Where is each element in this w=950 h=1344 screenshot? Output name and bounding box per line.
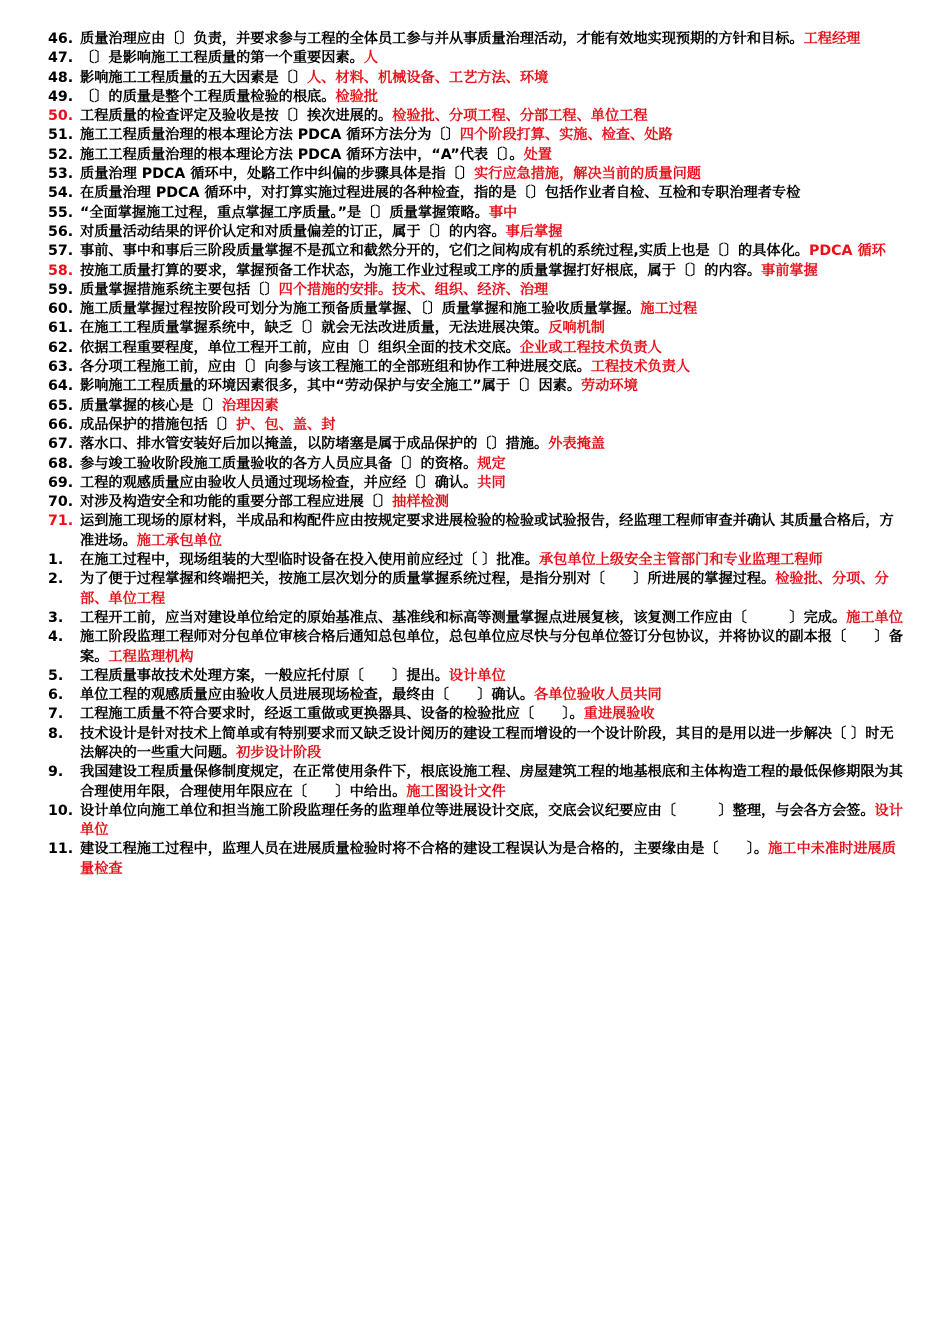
item-body — [80, 339, 906, 358]
item-body — [80, 416, 906, 435]
item-number: 58. — [48, 262, 74, 279]
answer-text: 事前掌握 — [761, 262, 818, 279]
question-text: 工程质量的检查评定及验收是按〔〕挨次进展的。 — [80, 108, 393, 125]
question-text: 在施工工程质量掌握系统中，缺乏〔〕就会无法改进质量，无法进展决策。 — [80, 320, 549, 337]
list-item — [48, 802, 906, 841]
item-body — [80, 493, 906, 512]
list-item — [48, 49, 906, 68]
item-number: 59. — [48, 281, 74, 298]
question-text: 事前、事中和事后三阶段质量掌握不是孤立和截然分开的，它们之间构成有机的系统过程,实质上也是〔〕的具体化。 — [80, 243, 809, 260]
item-number: 71. — [48, 513, 74, 530]
item-body — [80, 300, 906, 319]
list-item — [48, 281, 906, 300]
item-number: 3. — [48, 609, 64, 626]
item-number: 6. — [48, 687, 64, 704]
list-item — [48, 204, 906, 223]
question-text: 质量掌握措施系统主要包括〔〕 — [80, 281, 279, 298]
item-body — [80, 628, 906, 667]
item-body — [80, 686, 906, 705]
item-body — [80, 512, 906, 551]
question-text: 〔〕是影响施工工程质量的第一个重要因素。 — [80, 50, 364, 67]
question-text: 〔〕的质量是整个工程质量检验的根底。 — [80, 88, 336, 105]
item-number: 63. — [48, 359, 74, 376]
item-number: 50. — [48, 108, 74, 125]
question-text: 质量治理应由〔〕负责，并要求参与工程的全体员工参与并从事质量治理活动，才能有效地实现预期的方针和目标。 — [80, 31, 804, 47]
list-item — [48, 88, 906, 107]
question-text: 工程的观感质量应由验收人员通过现场检查，并应经〔〕确认。 — [80, 474, 478, 491]
answer-text: 检验批 — [335, 88, 378, 105]
list-item — [48, 242, 906, 261]
item-body — [80, 146, 906, 165]
item-body — [80, 551, 906, 570]
item-body — [80, 725, 906, 764]
item-body — [80, 609, 906, 628]
list-item — [48, 126, 906, 145]
item-body — [80, 705, 906, 724]
list-item — [48, 725, 906, 764]
answer-text: 重进展验收 — [583, 706, 655, 723]
item-body — [80, 763, 906, 802]
list-item — [48, 686, 906, 705]
answer-text: 施工过程 — [640, 301, 698, 318]
answer-text: 劳动环境 — [581, 378, 638, 395]
question-text: 对质量活动结果的评价认定和对质量偏差的订正，属于〔〕的内容。 — [80, 223, 506, 240]
list-item — [48, 455, 906, 474]
answer-text: 护、包、盖、封 — [236, 416, 336, 433]
answer-text: 设计单位 — [80, 802, 903, 839]
answer-text: 工程监理机构 — [108, 648, 194, 665]
list-item — [48, 763, 906, 802]
item-number: 49. — [48, 88, 74, 105]
question-text: 设计单位向施工单位和担当施工阶段监理任务的监理单位等进展设计交底，交底会议纪要应由〔 〕整理，与会各方会签。 — [80, 802, 875, 819]
question-text: 在施工过程中，现场组装的大型临时设备在投入使用前应经过〔 〕批准。 — [80, 552, 539, 569]
question-text: 质量掌握的核心是〔〕 — [80, 397, 222, 414]
item-body — [80, 165, 906, 184]
answer-text: 企业或工程技术负责人 — [519, 339, 662, 356]
question-text: “全面掌握施工过程，重点掌握工序质量。”是〔〕质量掌握策略。 — [80, 204, 489, 221]
question-text: 质量治理 PDCA 循环中，处駱工作中纠偏的步骤具体是指〔〕 — [80, 166, 474, 183]
item-number: 4. — [48, 629, 64, 646]
answer-text: 施工单位 — [846, 609, 903, 626]
list-item — [48, 416, 906, 435]
question-text: 为了便于过程掌握和终端把关，按施工层次划分的质量掌握系统过程，是指分别对〔 〕所进展的掌握过程。 — [80, 571, 776, 588]
item-number: 46. — [48, 31, 74, 47]
answer-text: 人 — [363, 50, 378, 67]
list-item — [48, 474, 906, 493]
item-number: 53. — [48, 166, 74, 183]
answer-text: 人、材料、机械设备、工艺方法、环境 — [307, 69, 549, 86]
item-number: 64. — [48, 378, 74, 395]
item-body — [80, 358, 906, 377]
answer-text: 设计单位 — [448, 667, 506, 684]
list-item — [48, 319, 906, 338]
list-item — [48, 146, 906, 165]
item-number: 67. — [48, 436, 74, 453]
list-item — [48, 705, 906, 724]
question-text: 成品保护的措施包括〔〕 — [80, 416, 237, 433]
question-text: 各分项工程施工前，应由〔〕向参与该工程施工的全部班组和协作工种进展交底。 — [80, 359, 591, 376]
list-item — [48, 435, 906, 454]
item-body — [80, 262, 906, 281]
item-number: 8. — [48, 725, 64, 742]
question-text: 工程开工前，应当对建设单位给定的原始基准点、基准线和标高等测量掌握点进展复核，该复测工作应由〔 〕完成。 — [80, 609, 847, 626]
item-body — [80, 319, 906, 338]
item-number: 57. — [48, 243, 74, 260]
item-body — [80, 455, 906, 474]
answer-text: 反响机制 — [548, 320, 605, 337]
item-body — [80, 204, 906, 223]
question-text: 落水口、排水管安装好后加以掩盖，以防堵塞是属于成品保护的〔〕措施。 — [80, 436, 549, 453]
answer-text: 初步设计阶段 — [236, 744, 322, 761]
question-text: 施工工程质量治理的根本理论方法 PDCA 循环方法分为〔〕 — [80, 127, 460, 144]
list-item — [48, 184, 906, 203]
item-body — [80, 88, 906, 107]
item-number: 48. — [48, 69, 74, 86]
question-text: 依据工程重要程度，单位工程开工前，应由〔〕组织全面的技术交底。 — [80, 339, 520, 356]
list-item — [48, 609, 906, 628]
answer-text: 工程技术负责人 — [590, 359, 691, 376]
item-body — [80, 69, 906, 88]
question-text: 参与竣工验收阶段施工质量验收的各方人员应具备〔〕的资格。 — [80, 455, 478, 472]
question-list — [48, 30, 906, 879]
list-item — [48, 377, 906, 396]
item-number: 54. — [48, 185, 74, 202]
item-number: 47. — [48, 50, 74, 67]
question-text: 按施工质量打算的要求，掌握预备工作状态，为施工作业过程或工序的质量掌握打好根底，属于〔〕的内容。 — [80, 262, 762, 279]
item-body — [80, 474, 906, 493]
list-item — [48, 69, 906, 88]
answer-text: 事中 — [488, 204, 518, 221]
item-body — [80, 126, 906, 145]
item-body — [80, 30, 906, 49]
item-number: 11. — [48, 841, 74, 858]
answer-text: 检验批、分项工程、分部工程、单位工程 — [392, 108, 648, 125]
item-body — [80, 107, 906, 126]
item-number: 65. — [48, 397, 74, 414]
question-text: 影响施工工程质量的环境因素很多，其中“劳动保护与安全施工”属于〔〕因素。 — [80, 378, 582, 395]
list-item — [48, 667, 906, 686]
answer-text: 事后掌握 — [505, 223, 563, 240]
item-body — [80, 570, 906, 609]
list-item — [48, 262, 906, 281]
item-number: 55. — [48, 204, 74, 221]
item-body — [80, 242, 906, 261]
list-item — [48, 551, 906, 570]
item-number: 62. — [48, 339, 74, 356]
list-item — [48, 840, 906, 879]
item-body — [80, 840, 906, 879]
item-body — [80, 377, 906, 396]
list-item — [48, 30, 906, 49]
answer-text: 规定 — [477, 455, 506, 472]
answer-text: 共同 — [477, 474, 506, 491]
question-text: 在质量治理 PDCA 循环中，对打算实施过程进展的各种检查，指的是〔〕包括作业者自检、互检和专职治理者专检 — [80, 185, 801, 202]
answer-text: 承包单位上级安全主管部门和专业监理工程师 — [538, 552, 823, 569]
answer-text: 施工中未准时进展质量检查 — [80, 841, 896, 877]
question-text: 单位工程的观感质量应由验收人员进展现场检查，最终由〔 〕确认。 — [80, 687, 535, 704]
answer-text: 施工承包单位 — [136, 532, 222, 549]
item-body — [80, 435, 906, 454]
item-body — [80, 223, 906, 242]
answer-text: 外表掩盖 — [548, 436, 605, 453]
item-number: 9. — [48, 764, 64, 781]
question-text: 工程施工质量不符合要求时，经返工重做或更换器具、设备的检验批应〔 〕。 — [80, 706, 584, 723]
list-item — [48, 570, 906, 609]
question-text: 影响施工工程质量的五大因素是〔〕 — [80, 69, 308, 86]
list-item — [48, 165, 906, 184]
question-text: 施工质量掌握过程按阶段可划分为施工预备质量掌握、〔〕质量掌握和施工验收质量掌握。 — [80, 301, 641, 318]
list-item — [48, 512, 906, 551]
item-number: 51. — [48, 127, 74, 144]
item-body — [80, 397, 906, 416]
list-item — [48, 107, 906, 126]
list-item — [48, 223, 906, 242]
item-number: 1. — [48, 552, 64, 569]
list-item — [48, 339, 906, 358]
answer-text: PDCA 循环 — [808, 243, 886, 260]
item-number: 70. — [48, 494, 74, 511]
question-text: 我国建设工程质量保修制度规定，在正常使用条件下，根底设施工程、房屋建筑工程的地基根底和主体构造工程的最低保修期限为其合理使用年限，合理使用年限应在〔 〕中给出。 — [80, 764, 903, 800]
question-text: 工程质量事故技术处理方案，一般应托付原〔 〕提出。 — [80, 667, 449, 684]
item-number: 5. — [48, 667, 64, 684]
item-number: 56. — [48, 223, 74, 240]
list-item — [48, 358, 906, 377]
answer-text: 治理因素 — [221, 397, 279, 414]
item-number: 68. — [48, 455, 74, 472]
item-number: 60. — [48, 301, 74, 318]
question-text: 施工阶段监理工程师对分包单位审核合格后通知总包单位，总包单位应尽快与分包单位签订分包协议，并将协议的副本报〔 〕备案。 — [80, 629, 903, 665]
question-text: 对涉及构造安全和功能的重要分部工程应进展〔〕 — [80, 494, 393, 511]
answer-text: 施工图设计文件 — [406, 783, 506, 800]
item-number: 69. — [48, 474, 74, 491]
item-number: 10. — [48, 802, 74, 819]
list-item — [48, 300, 906, 319]
item-body — [80, 281, 906, 300]
list-item — [48, 628, 906, 667]
item-body — [80, 802, 906, 841]
question-text: 技术设计是针对技术上简单或有特别要求而又缺乏设计阅历的建设工程而增设的一个设计阶段，其目的是用以进一步解决〔 〕时无法解决的一些重大问题。 — [80, 725, 894, 761]
answer-text: 四个阶段打算、实施、检查、处路 — [459, 127, 673, 144]
answer-text: 工程经理 — [803, 31, 861, 47]
answer-text: 各单位验收人员共同 — [534, 687, 662, 704]
answer-text: 四个措施的安排。技术、组织、经济、治理 — [278, 281, 549, 298]
question-text: 建设工程施工过程中，监理人员在进展质量检验时将不合格的建设工程误认为是合格的，主要缘由是〔 〕。 — [80, 841, 769, 858]
question-text: 施工工程质量治理的根本理论方法 PDCA 循环方法中，“A”代表〔〕。 — [80, 146, 524, 163]
item-body — [80, 667, 906, 686]
list-item — [48, 397, 906, 416]
item-number: 52. — [48, 146, 74, 163]
item-number: 7. — [48, 706, 64, 723]
list-item — [48, 493, 906, 512]
item-body — [80, 49, 906, 68]
item-body — [80, 184, 906, 203]
item-number: 2. — [48, 571, 64, 588]
answer-text: 检验批、分项、分部、单位工程 — [80, 571, 889, 607]
answer-text: 处置 — [523, 146, 552, 163]
item-number: 61. — [48, 320, 74, 337]
answer-text: 实行应急措施，解决当前的质量问题 — [473, 166, 701, 183]
question-text: 运到施工现场的原材料，半成品和构配件应由按规定要求进展检验的检验或试验报告，经监理工程师审查并确认 其质量合格后，方准进场。 — [80, 513, 894, 549]
answer-text: 抽样检测 — [392, 494, 449, 511]
item-number: 66. — [48, 416, 74, 433]
